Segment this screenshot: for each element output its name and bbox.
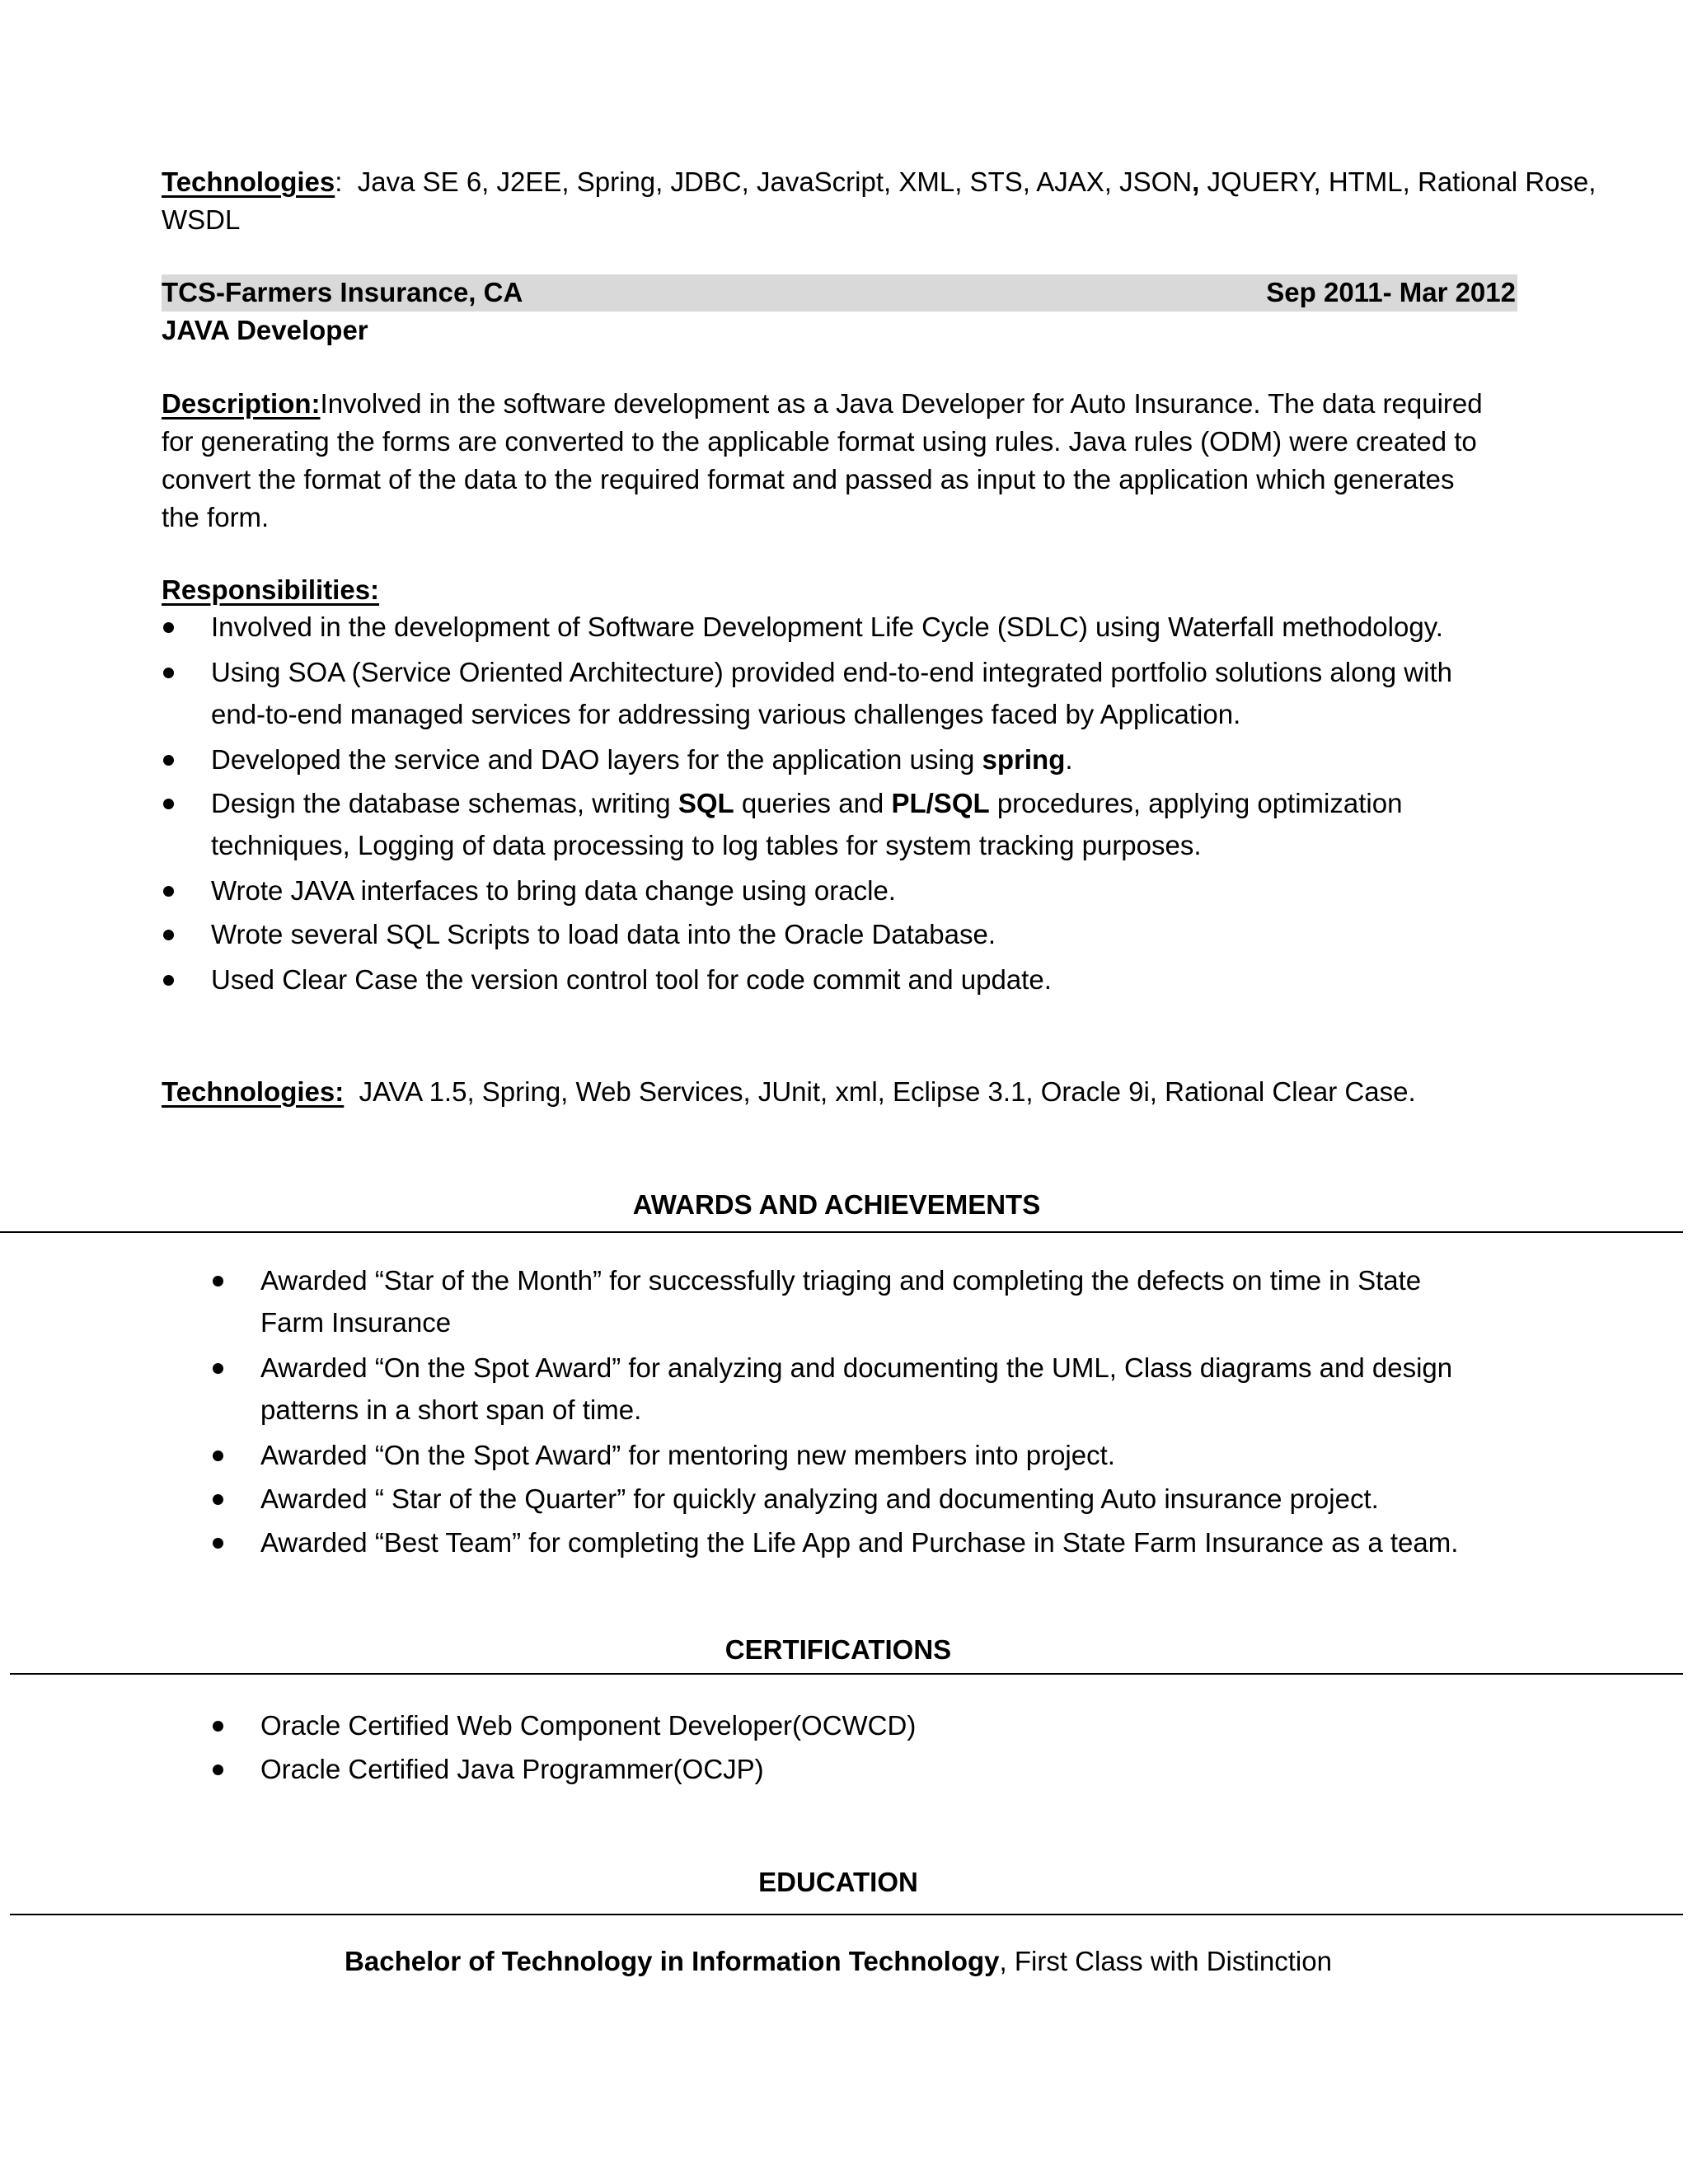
job-dates: Sep 2011- Mar 2012 [1266, 277, 1516, 307]
awards-heading: AWARDS AND ACHIEVEMENTS [632, 1189, 1041, 1220]
award-item: Awarded “ Star of the Quarter” for quickly analyzing and documenting Auto insurance project. [260, 1483, 1379, 1514]
responsibility-item: Design the database schemas, writing SQL queries and PL/SQL procedures, applying optimization [211, 788, 1403, 818]
award-item: Awarded “On the Spot Award” for analyzing and documenting the UML, Class diagrams and design [260, 1352, 1453, 1383]
bullet-icon [213, 1538, 223, 1549]
responsibility-item: Wrote JAVA interfaces to bring data change using oracle. [211, 875, 896, 906]
awards-divider [0, 1231, 1683, 1233]
bullet-icon [213, 1451, 223, 1461]
award-item-cont: patterns in a short span of time. [260, 1394, 642, 1425]
award-item: Awarded “Star of the Month” for successfully triaging and completing the defects on time in State [260, 1265, 1422, 1296]
responsibility-item-cont: techniques, Logging of data processing to log tables for system tracking purposes. [211, 830, 1202, 860]
education-degree: Bachelor of Technology in Information Technology [345, 1946, 1000, 1976]
bullet-icon [163, 799, 174, 809]
bullet-icon [163, 622, 174, 633]
description-line-4: the form. [162, 502, 270, 532]
bullet-icon [213, 1721, 223, 1732]
education-detail: , First Class with Distinction [999, 1946, 1332, 1976]
bullet-icon [163, 668, 174, 678]
job-technologies-label: Technologies: [162, 1076, 345, 1107]
description-label: Description: [162, 388, 321, 419]
education-divider [10, 1914, 1683, 1915]
education-heading: EDUCATION [758, 1867, 918, 1897]
description-line-3: convert the format of the data to the required format and passed as input to the application which generates [162, 464, 1455, 494]
award-item: Awarded “On the Spot Award” for mentoring new members into project. [260, 1440, 1115, 1470]
top-technologies-line1: Technologies: Java SE 6, J2EE, Spring, JDBC, JavaScript, XML, STS, AJAX, JSON, JQUERY, HTML, Rational Rose, [162, 166, 1597, 197]
responsibility-item: Involved in the development of Software Development Life Cycle (SDLC) using Waterfall methodology. [211, 612, 1443, 642]
bullet-icon [163, 930, 174, 940]
award-item-cont: Farm Insurance [260, 1307, 452, 1338]
responsibility-item: Wrote several SQL Scripts to load data into the Oracle Database. [211, 919, 996, 949]
bullet-icon [213, 1276, 223, 1286]
certifications-heading: CERTIFICATIONS [724, 1634, 952, 1665]
responsibility-item: Used Clear Case the version control tool for code commit and update. [211, 964, 1052, 995]
award-item: Awarded “Best Team” for completing the Life App and Purchase in State Farm Insurance as a team. [260, 1527, 1459, 1558]
bullet-icon [213, 1494, 223, 1505]
bullet-icon [163, 975, 174, 986]
bullet-icon [163, 755, 174, 766]
certification-item: Oracle Certified Web Component Developer(OCWCD) [260, 1710, 917, 1741]
responsibility-item: Developed the service and DAO layers for the application using spring. [211, 744, 1073, 775]
education-degree-line [0, 1943, 1676, 1980]
certification-item: Oracle Certified Java Programmer(OCJP) [260, 1754, 764, 1784]
responsibility-item: Using SOA (Service Oriented Architecture) provided end-to-end integrated portfolio solutions along with [211, 657, 1452, 687]
top-technologies-list: Java SE 6, J2EE, Spring, JDBC, JavaScript, XML, STS, AJAX, JSON [357, 166, 1193, 197]
bullet-icon [163, 886, 174, 897]
job-company: TCS-Farmers Insurance, CA [162, 277, 523, 307]
description-line-1: Description:Involved in the software development as a Java Developer for Auto Insurance. The data required [162, 388, 1483, 419]
job-technologies: Technologies: JAVA 1.5, Spring, Web Services, JUnit, xml, Eclipse 3.1, Oracle 9i, Rational Clear Case. [162, 1076, 1416, 1107]
top-technologies-line2: WSDL [162, 204, 241, 235]
responsibility-item-cont: end-to-end managed services for addressing various challenges faced by Application. [211, 699, 1241, 729]
responsibilities-label: Responsibilities: [162, 574, 380, 605]
bullet-icon [213, 1363, 223, 1374]
certifications-divider [10, 1673, 1683, 1675]
job-title: JAVA Developer [162, 315, 368, 345]
description-line-2: for generating the forms are converted to the applicable format using rules. Java rules (ODM) were created to [162, 426, 1477, 457]
bullet-icon [213, 1765, 223, 1775]
top-technologies-label: Technologies [162, 166, 335, 197]
